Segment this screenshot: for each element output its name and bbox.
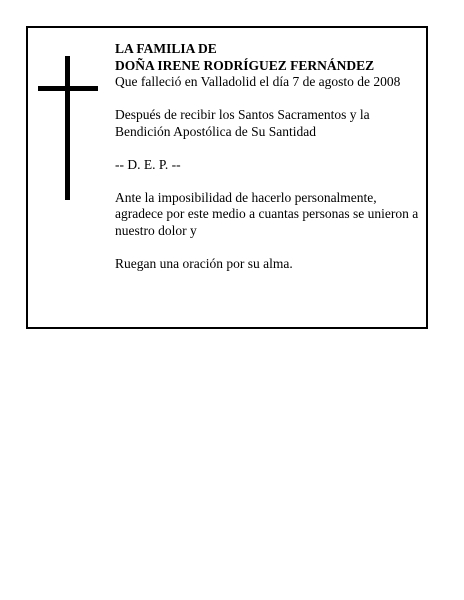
- notice-text: [115, 41, 423, 272]
- heading-family: LA FAMILIA DE: [115, 41, 217, 56]
- cross-vertical-bar: [65, 56, 70, 200]
- cross-horizontal-bar: [38, 86, 98, 91]
- thanks-line-1: Ante la imposibilidad de hacerlo personalmente,: [115, 189, 377, 205]
- heading-deceased-name: DOÑA IRENE RODRÍGUEZ FERNÁNDEZ: [115, 57, 375, 73]
- sacraments-line-2: Bendición Apostólica de Su Santidad: [115, 123, 316, 139]
- thanks-line-3: nuestro dolor y: [115, 222, 197, 238]
- rip-line: -- D. E. P. --: [115, 156, 181, 172]
- cross-icon: [38, 56, 98, 200]
- sacraments-line-1: Después de recibir los Santos Sacramentos y la: [115, 107, 370, 122]
- prayer-line: Ruegan una oración por su alma.: [115, 255, 293, 271]
- thanks-line-2: agradece por este medio a cuantas personas se unieron a: [115, 206, 419, 221]
- obituary-notice: [26, 26, 428, 329]
- death-details: Que falleció en Valladolid el día 7 de agosto de 2008: [115, 74, 401, 89]
